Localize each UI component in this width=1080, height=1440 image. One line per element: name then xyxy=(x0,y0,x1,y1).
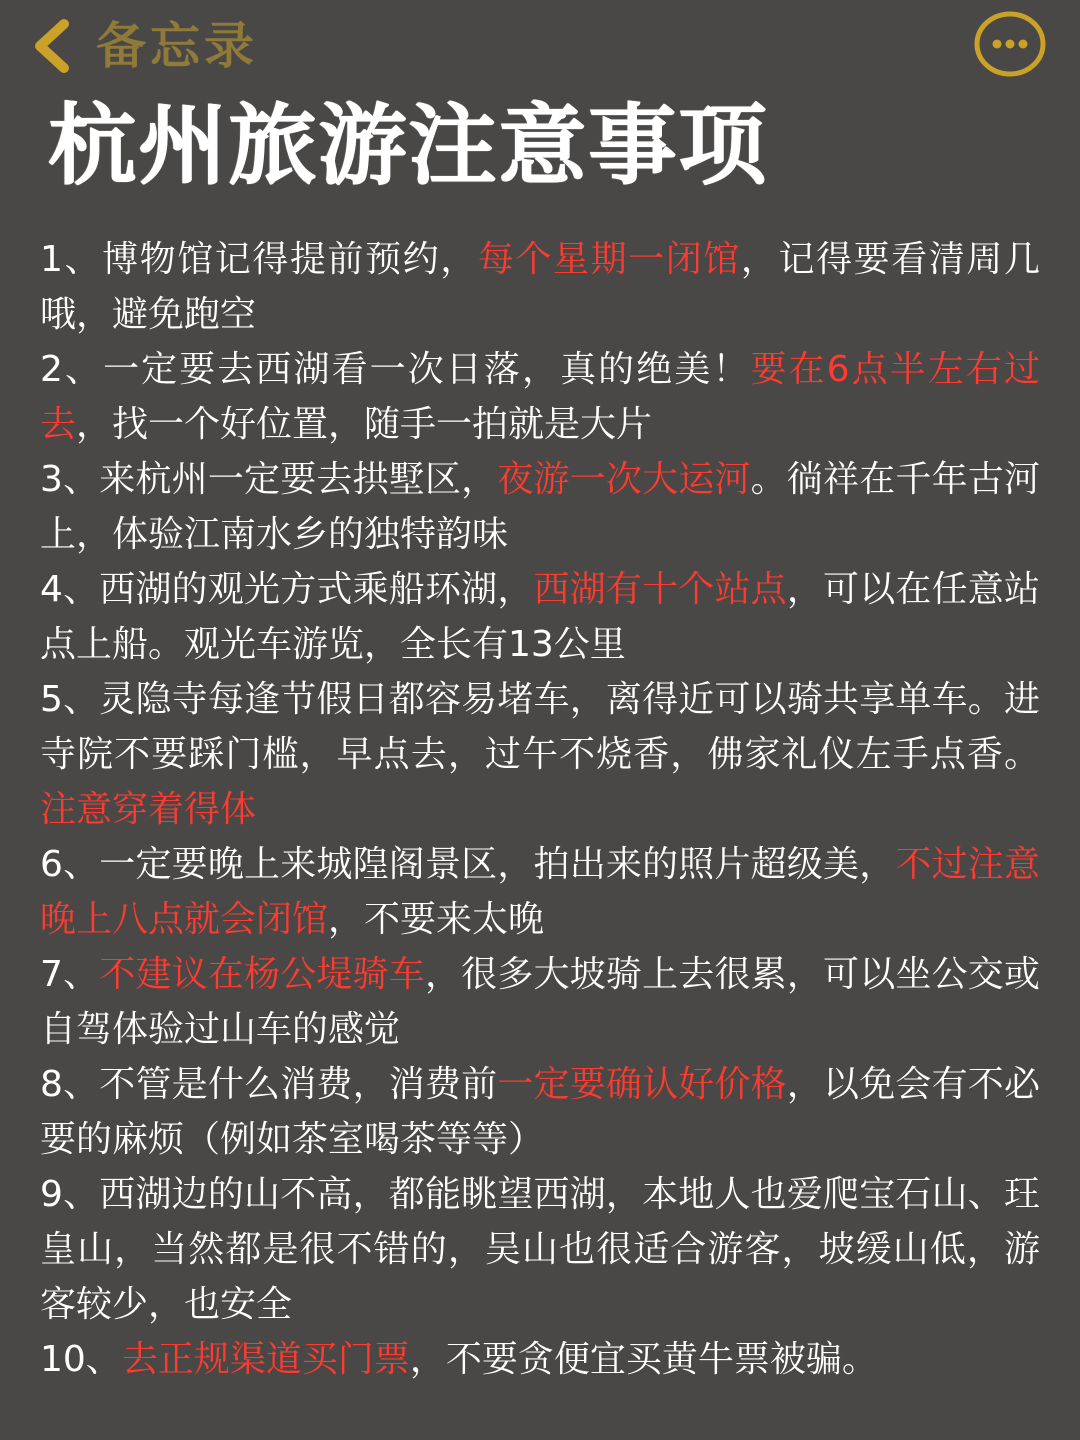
page-title: 杭州旅游注意事项 xyxy=(48,94,769,197)
note-highlight-text: 一定要确认好价格 xyxy=(497,1064,787,1105)
note-text: 2、一定要去西湖看一次日落，真的绝美！ xyxy=(40,349,751,390)
note-text: 10、 xyxy=(40,1339,122,1380)
note-highlight-text: 不过注意晚上八点就会闭馆 xyxy=(40,844,1040,940)
note-text: 6、一定要晚上来城隍阁景区，拍出来的照片超级美， xyxy=(40,844,896,885)
note-item-7 xyxy=(40,947,1040,1057)
note-text: ，可以在任意站点上船。观光车游览，全长有13公里 xyxy=(40,569,1040,665)
note-text: ，记得要看清周几哦，避免跑空 xyxy=(40,239,1040,335)
note-item-5 xyxy=(40,672,1040,837)
note-text: ，不要贪便宜买黄牛票被骗。 xyxy=(409,1339,878,1380)
note-item-9 xyxy=(40,1167,1040,1332)
note-item-10 xyxy=(40,1332,1040,1387)
note-highlight-text: 不建议在杨公堤骑车 xyxy=(99,954,425,995)
note-item-6 xyxy=(40,837,1040,947)
chevron-left-icon xyxy=(24,16,80,76)
note-text: 7、 xyxy=(40,954,100,995)
note-highlight-text: 每个星期一闭馆 xyxy=(477,239,741,280)
note-text: ，很多大坡骑上去很累，可以坐公交或自驾体验过山车的感觉 xyxy=(40,954,1040,1050)
note-highlight-text: 要在6点半左右过去 xyxy=(40,349,1041,445)
more-dots-icon xyxy=(974,10,1046,78)
note-text: ，不要来太晚 xyxy=(328,899,545,940)
note-text: 1、博物馆记得提前预约， xyxy=(40,239,478,280)
note-highlight-text: 注意穿着得体 xyxy=(40,789,257,830)
note-text: ，找一个好位置，随手一拍就是大片 xyxy=(76,404,653,445)
note-highlight-text: 夜游一次大运河 xyxy=(497,459,751,500)
note-item-8 xyxy=(40,1057,1040,1167)
notes-list xyxy=(40,232,1040,1387)
note-item-4 xyxy=(40,562,1040,672)
note-highlight-text: 去正规渠道买门票 xyxy=(121,1339,410,1380)
note-text: 9、西湖边的山不高，都能眺望西湖，本地人也爱爬宝石山、玨皇山，当然都是很不错的，吴山也很适合游客，坡缓山低，游客较少，也安全 xyxy=(40,1174,1040,1325)
more-options-button[interactable] xyxy=(974,10,1046,78)
note-text: 8、不管是什么消费，消费前 xyxy=(40,1064,498,1105)
note-item-3 xyxy=(40,452,1040,562)
note-text: 5、灵隐寺每逢节假日都容易堵车，离得近可以骑共享单车。进寺院不要踩门槛，早点去，过午不烧香，佛家礼仪左手点香。 xyxy=(40,679,1040,775)
note-item-2 xyxy=(40,342,1040,452)
note-text: 3、来杭州一定要去拱墅区， xyxy=(40,459,498,500)
note-text: 。徜祥在千年古河上，体验江南水乡的独特韵味 xyxy=(40,459,1040,555)
nav-bar xyxy=(0,0,1080,92)
note-text: 4、西湖的观光方式乘船环湖， xyxy=(40,569,534,610)
note-text: ，以免会有不必要的麻烦（例如茶室喝茶等等） xyxy=(40,1064,1040,1160)
back-button[interactable] xyxy=(24,8,258,84)
note-item-1 xyxy=(40,232,1040,342)
note-highlight-text: 西湖有十个站点 xyxy=(533,569,787,610)
back-label: 备忘录 xyxy=(96,17,258,75)
